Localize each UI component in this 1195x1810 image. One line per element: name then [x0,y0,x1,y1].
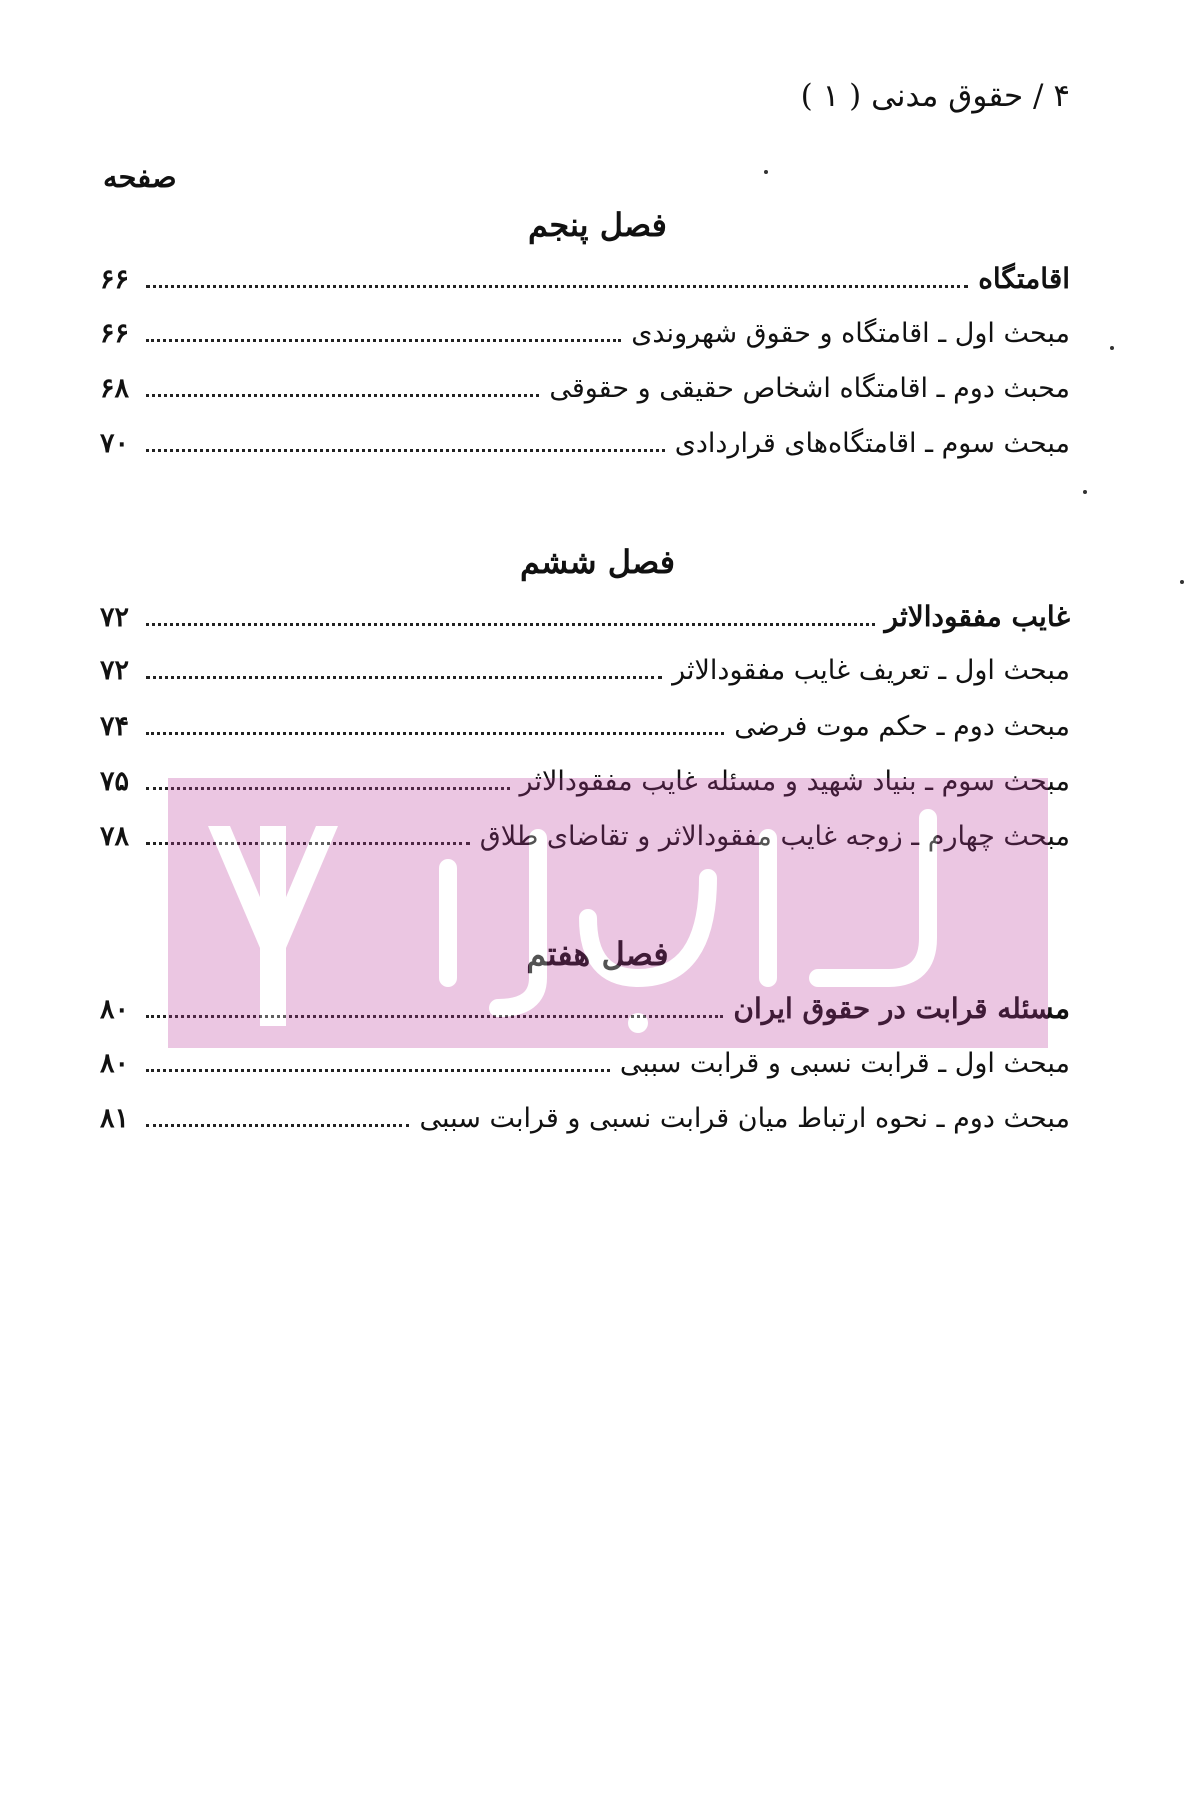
toc-entry-text: اقامتگاه [978,262,1070,295]
toc-row[interactable] [100,655,1070,699]
toc-entry-text: مبحث چهارم ـ زوجه غایب مفقودالاثر و تقاضای طلاق [479,821,1070,852]
toc-chapter-heading[interactable] [100,262,1070,306]
chapter-title: فصل ششم [519,543,676,581]
toc-page-number: ۸۰ [100,994,130,1025]
toc-row[interactable] [100,1048,1070,1092]
dot-leader [146,1014,723,1018]
scan-speck [1083,490,1087,494]
toc-page-number: ۶۶ [100,318,130,349]
chapter-title: فصل هفتم [526,935,669,973]
toc-chapter-heading[interactable] [100,992,1070,1036]
toc-row[interactable] [100,1103,1070,1147]
chapter-title: فصل پنجم [528,206,667,244]
toc-page-number: ۷۴ [100,711,130,742]
toc-row[interactable] [100,766,1070,810]
toc-entry-text: مبحث اول ـ اقامتگاه و حقوق شهروندی [631,318,1070,349]
dot-leader [146,1123,409,1127]
toc-page-number: ۷۵ [100,766,130,797]
dot-leader [146,1068,610,1072]
toc-page-number: ۷۰ [100,428,130,459]
toc-entry-text: مبحث اول ـ قرابت نسبی و قرابت سببی [619,1048,1070,1079]
toc-page-number: ۶۸ [100,373,130,404]
dot-leader [146,841,470,845]
scan-speck [1180,580,1184,584]
toc-row[interactable] [100,711,1070,755]
toc-entry-text: مبحث سوم ـ بنیاد شهید و مسئله غایب مفقودالاثر [519,766,1070,797]
toc-chapter-heading[interactable] [100,600,1070,644]
toc-entry-text: مبحث سوم ـ اقامتگاه‌های قراردادی [674,428,1070,459]
toc-page-number: ۸۰ [100,1048,130,1079]
toc-page-number: ۷۸ [100,821,130,852]
dot-leader [146,393,539,397]
dot-leader [146,622,875,626]
toc-row[interactable] [100,318,1070,362]
toc-page-number: ۷۲ [100,602,130,633]
dot-leader [146,731,724,735]
scan-speck [1110,346,1114,350]
dot-leader [146,448,665,452]
toc-row[interactable] [100,373,1070,417]
running-head: ۴ / حقوق مدنی ( ۱ ) [800,78,1070,114]
page-column-label: صفحه [103,160,177,194]
toc-row[interactable] [100,428,1070,472]
toc-page-number: ۷۲ [100,655,130,686]
toc-row[interactable] [100,821,1070,865]
dot-leader [146,675,662,679]
dot-leader [146,786,510,790]
toc-entry-text: مسئله قرابت در حقوق ایران [733,992,1070,1025]
toc-entry-text: محبث دوم ـ اقامتگاه اشخاص حقیقی و حقوقی [549,373,1070,404]
toc-page-number: ۸۱ [100,1103,130,1134]
dot-leader [146,284,968,288]
toc-entry-text: مبحث دوم ـ حکم موت فرضی [734,711,1070,742]
toc-entry-text: غایب مفقودالاثر [884,600,1070,633]
toc-entry-text: مبحث دوم ـ نحوه ارتباط میان قرابت نسبی و قرابت سببی [419,1103,1070,1134]
dot-leader [146,338,621,342]
scan-speck [764,170,768,174]
toc-page-number: ۶۶ [100,264,130,295]
toc-entry-text: مبحث اول ـ تعریف غایب مفقودالاثر [672,655,1070,686]
